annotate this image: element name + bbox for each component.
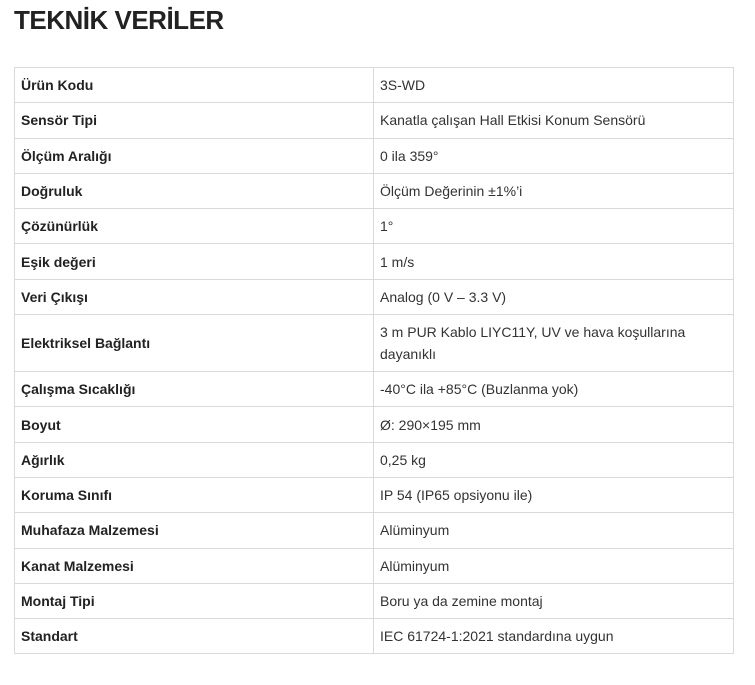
table-row [15, 103, 734, 138]
spec-value: Alüminyum [374, 513, 734, 548]
spec-value: Kanatla çalışan Hall Etkisi Konum Sensörü [374, 103, 734, 138]
spec-value: Ø: 290×195 mm [374, 407, 734, 442]
spec-value: 0,25 kg [374, 442, 734, 477]
table-row [15, 209, 734, 244]
table-row [15, 279, 734, 314]
spec-label: Montaj Tipi [15, 583, 374, 618]
spec-label: Eşik değeri [15, 244, 374, 279]
spec-label: Ağırlık [15, 442, 374, 477]
spec-table [14, 67, 734, 654]
spec-label: Kanat Malzemesi [15, 548, 374, 583]
spec-label: Ölçüm Aralığı [15, 138, 374, 173]
spec-value: 3S-WD [374, 68, 734, 103]
table-row [15, 315, 734, 372]
spec-value: 1° [374, 209, 734, 244]
spec-value: IP 54 (IP65 opsiyonu ile) [374, 477, 734, 512]
page-title: TEKNİK VERİLER [14, 5, 224, 35]
spec-value: Boru ya da zemine montaj [374, 583, 734, 618]
table-row [15, 442, 734, 477]
spec-label: Doğruluk [15, 173, 374, 208]
spec-label: Sensör Tipi [15, 103, 374, 138]
spec-value: -40°C ila +85°C (Buzlanma yok) [374, 372, 734, 407]
spec-label: Muhafaza Malzemesi [15, 513, 374, 548]
spec-label: Elektriksel Bağlantı [15, 315, 374, 372]
table-row [15, 477, 734, 512]
spec-label: Koruma Sınıfı [15, 477, 374, 512]
table-row [15, 407, 734, 442]
spec-value: 1 m/s [374, 244, 734, 279]
table-row [15, 244, 734, 279]
spec-value: 3 m PUR Kablo LIYC11Y, UV ve hava koşullarına dayanıklı [374, 315, 734, 372]
table-row [15, 372, 734, 407]
table-row [15, 583, 734, 618]
spec-label: Ürün Kodu [15, 68, 374, 103]
table-row [15, 68, 734, 103]
spec-value: Alüminyum [374, 548, 734, 583]
table-row [15, 619, 734, 654]
spec-label: Standart [15, 619, 374, 654]
spec-label: Boyut [15, 407, 374, 442]
table-row [15, 513, 734, 548]
spec-value: IEC 61724-1:2021 standardına uygun [374, 619, 734, 654]
spec-label: Veri Çıkışı [15, 279, 374, 314]
spec-label: Çözünürlük [15, 209, 374, 244]
table-row [15, 138, 734, 173]
spec-label: Çalışma Sıcaklığı [15, 372, 374, 407]
table-row [15, 173, 734, 208]
spec-value: Ölçüm Değerinin ±1%’i [374, 173, 734, 208]
spec-value: Analog (0 V – 3.3 V) [374, 279, 734, 314]
table-row [15, 548, 734, 583]
spec-value: 0 ila 359° [374, 138, 734, 173]
